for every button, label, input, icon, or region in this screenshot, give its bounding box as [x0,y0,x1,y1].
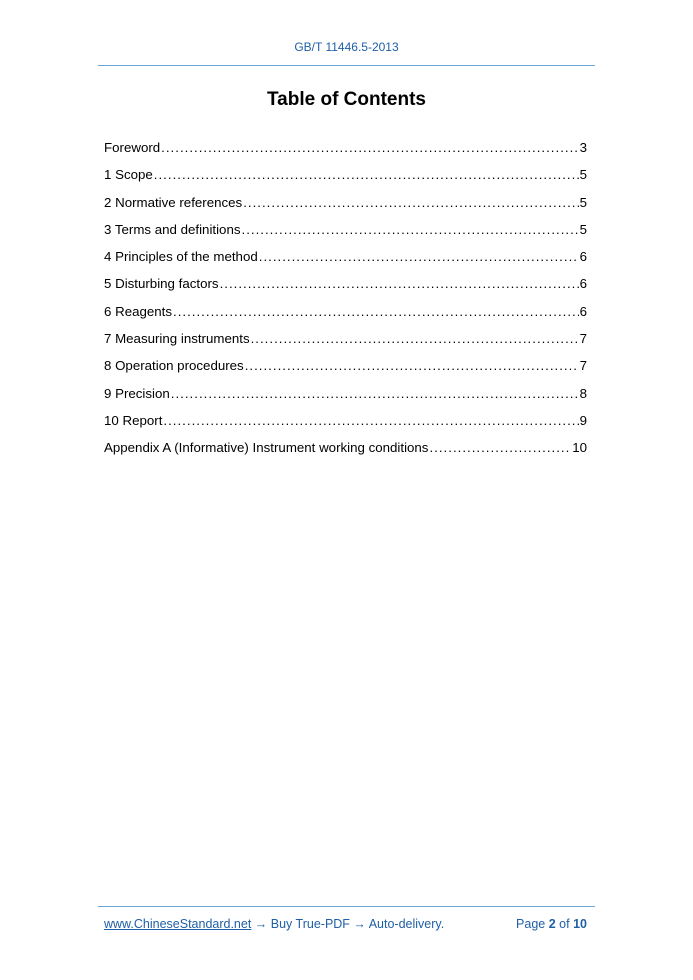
dot-leader [259,249,579,264]
footer-divider [98,906,595,907]
toc-entry-normative-references[interactable] [104,195,587,222]
dot-leader [245,358,579,373]
toc-entry-report[interactable] [104,413,587,440]
toc-entry-label: 10 Report [104,412,163,428]
toc-entry-label: 5 Disturbing factors [104,276,219,292]
toc-entry-page: 8 [579,385,587,401]
toc-entry-measuring-instruments[interactable] [104,331,587,358]
dot-leader [171,386,579,401]
dot-leader [220,276,579,291]
toc-entry-appendix-a[interactable] [104,440,587,467]
toc-entry-page: 5 [579,221,587,237]
dot-leader [243,195,578,210]
toc-entry-disturbing-factors[interactable] [104,276,587,303]
dot-leader [242,222,579,237]
dot-leader [173,304,579,319]
toc-entry-page: 5 [579,167,587,183]
toc-entry-foreword[interactable] [104,140,587,167]
toc-entry-label: 3 Terms and definitions [104,221,241,237]
toc-entry-terms-and-definitions[interactable] [104,222,587,249]
page-label: Page [516,917,546,931]
document-code-header: GB/T 11446.5-2013 [294,40,399,54]
toc-entry-page: 5 [579,194,587,210]
toc-entry-label: 2 Normative references [104,194,243,210]
toc-entry-label: Foreword [104,140,161,155]
toc-entry-page: 6 [579,249,587,265]
page-of-label: of [559,917,570,931]
dot-leader [161,140,578,155]
toc-entry-label: 8 Operation procedures [104,358,244,374]
dot-leader [154,167,579,182]
toc-entry-principles-of-the-method[interactable] [104,249,587,276]
page-indicator [516,917,587,931]
toc-entry-page: 9 [579,412,587,428]
toc-entry-page: 3 [579,140,587,155]
dot-leader [251,331,579,346]
toc-entry-scope[interactable] [104,167,587,194]
toc-entry-page: 7 [579,358,587,374]
toc-entry-operation-procedures[interactable] [104,358,587,385]
dot-leader [163,413,578,428]
toc-entry-precision[interactable] [104,386,587,413]
page-title: Table of Contents [266,89,427,110]
table-of-contents [104,140,587,468]
toc-entry-page: 7 [579,331,587,347]
toc-entry-label: 4 Principles of the method [104,249,258,265]
toc-entry-page: 6 [579,303,587,319]
toc-entry-label: 9 Precision [104,385,170,401]
toc-entry-label: 7 Measuring instruments [104,331,250,347]
toc-entry-label: 6 Reagents [104,303,173,319]
toc-entry-label: 1 Scope [104,167,153,183]
toc-entry-page: 6 [579,276,587,292]
website-link[interactable]: www.ChineseStandard.net [104,917,252,931]
dot-leader [429,440,571,455]
footer-promo [104,917,444,931]
header-divider [98,65,595,66]
footer-promo-text: → Buy True-PDF → Auto-delivery. [251,917,445,931]
toc-entry-reagents[interactable] [104,304,587,331]
total-pages-number: 10 [573,917,587,931]
toc-entry-page: 10 [572,440,587,456]
toc-entry-label: Appendix A (Informative) Instrument working conditions [104,440,429,456]
current-page-number: 2 [548,917,556,931]
